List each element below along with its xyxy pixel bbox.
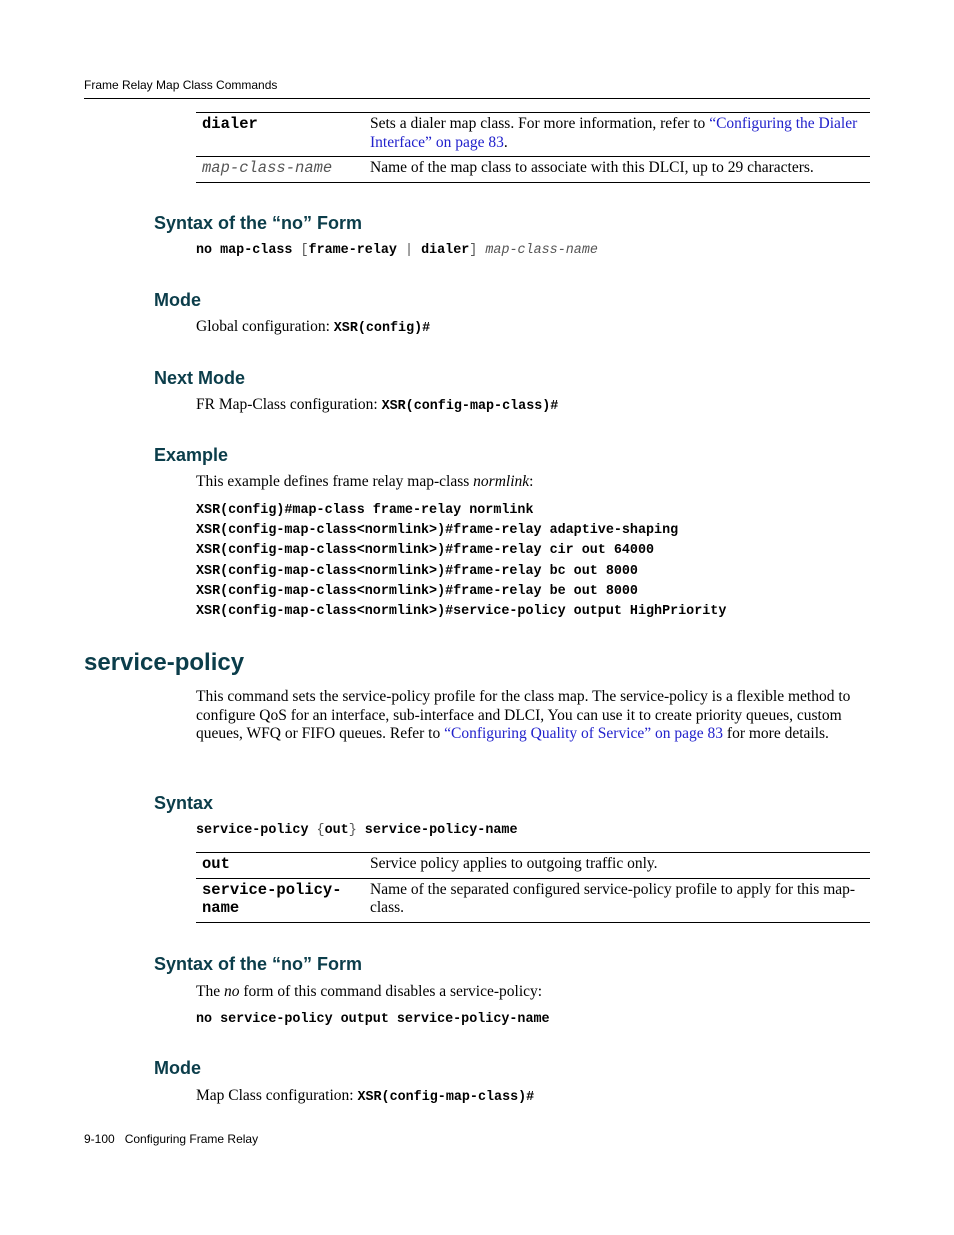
code-line: XSR(config-map-class<normlink>)#frame-relay be out 8000 (196, 583, 638, 599)
table-row (196, 853, 870, 879)
header-rule (84, 98, 870, 99)
param-term: service-policy- name (202, 880, 342, 918)
heading-example: Example (154, 445, 229, 465)
table-row (196, 878, 870, 922)
code-line: XSR(config)#map-class frame-relay normlink (196, 503, 534, 518)
no-form-text: The no form of this command disables a service-policy: (196, 983, 543, 1000)
code-line: XSR(config-map-class<normlink>)#frame-relay bc out 8000 (196, 563, 638, 579)
next-mode-text: FR Map-Class configuration: XSR(config-map-class)# (196, 396, 559, 414)
section-title: service-policy (84, 649, 245, 676)
table-row (196, 157, 870, 183)
page-footer (84, 1132, 258, 1146)
heading-no-form: Syntax of the “no” Form (154, 213, 363, 233)
heading-mode: Mode (154, 1058, 201, 1078)
param-description: Name of the separated configured service-policy profile to apply for this map-class. (370, 880, 856, 917)
parameter-table-map-class (196, 112, 870, 183)
table-row (196, 113, 870, 157)
section-intro: This command sets the service-policy profile for the class map. The service-policy is a flexible method to configure QoS for an interface, sub-interface and DLCI, You can use it to create priority queues, custom queues, WFQ or FIFO queues. Refer to “Configuring Quality of Service” on page 83 for more details. (196, 688, 851, 743)
param-term: map-class-name (202, 159, 333, 178)
no-form-syntax: no map-class [frame-relay | dialer] map-class-name (196, 243, 598, 258)
code-line: XSR(config-map-class<normlink>)#frame-relay adaptive-shaping (196, 523, 679, 539)
heading-next-mode: Next Mode (154, 368, 246, 388)
heading-no-form: Syntax of the “no” Form (154, 954, 363, 974)
mode-text: Map Class configuration: XSR(config-map-class)# (196, 1087, 535, 1105)
code-line: XSR(config-map-class<normlink>)#frame-relay cir out 64000 (196, 543, 655, 559)
param-description: Sets a dialer map class. For more information, refer to “Configuring the Dialer Interface” on page 83. (370, 115, 858, 151)
example-intro: This example defines frame relay map-class normlink: (196, 473, 534, 490)
example-code-block (196, 501, 726, 622)
heading-syntax: Syntax (154, 793, 214, 813)
cross-reference-link[interactable]: “Configuring Quality of Service” on page 83 (444, 725, 724, 743)
param-term: out (202, 855, 230, 873)
page-number: 9-100 (84, 1132, 115, 1146)
code-line: XSR(config-map-class<normlink>)#service-policy output HighPriority (196, 604, 727, 620)
running-header: Frame Relay Map Class Commands (84, 78, 278, 92)
param-description: Service policy applies to outgoing traffic only. (370, 855, 658, 872)
mode-text: Global configuration: XSR(config)# (196, 318, 431, 336)
no-form-syntax: no service-policy output service-policy-name (196, 1012, 550, 1027)
parameter-table-service-policy (196, 852, 870, 923)
cross-reference-link[interactable]: “Configuring the Dialer Interface” on page 83 (370, 115, 858, 151)
syntax-code: service-policy {out} service-policy-name (196, 823, 518, 838)
param-term: dialer (202, 115, 258, 133)
param-description: Name of the map class to associate with this DLCI, up to 29 characters. (370, 159, 814, 177)
footer-title: Configuring Frame Relay (124, 1132, 259, 1146)
heading-mode: Mode (154, 290, 201, 310)
